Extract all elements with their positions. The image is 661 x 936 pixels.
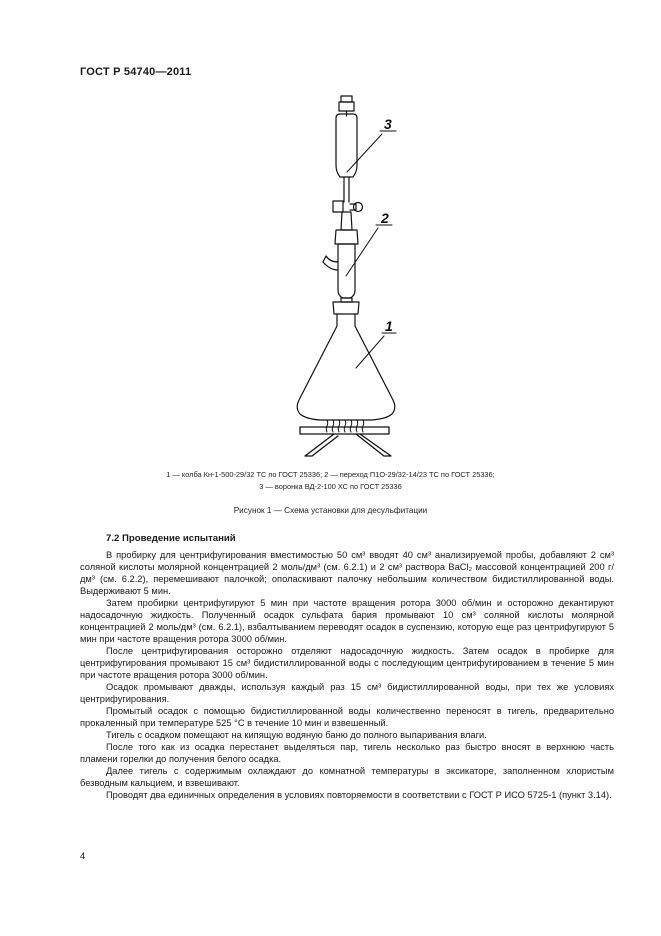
paragraph: Тигель с осадком помещают на кипящую водяную баню до полного выпаривания влаги. [106, 730, 487, 740]
figure-legend-line-2: 3 — воронка ВД-2-100 ХС по ГОСТ 25336 [259, 482, 402, 491]
paragraph: Далее тигель с содержимым охлаждают до комнатной температуры в эксикаторе, заполненном хлористым безводным кальцием, и взвешивают. [80, 766, 614, 788]
document-header: ГОСТ Р 54740—2011 [80, 66, 192, 78]
page-number: 4 [80, 850, 86, 861]
paragraph: В пробирку для центрифугирования вместимостью 50 см³ вводят 40 см³ анализируемой пробы, добавляют 2 см³ соляной кислоты молярной концентрацией 2 моль/дм³ (см. 6.2.1) и 2 см³ раствора BaCl₂ массовой концентрацией 200 г/дм³ (см. 6.2.2), перемешивают палочкой; ополаскивают палочку небольшим количеством бидистиллированной воды. Выдерживают 5 мин. [80, 550, 614, 596]
stand [300, 427, 391, 456]
section-title: 7.2 Проведение испытаний [106, 533, 236, 544]
figure-legend-line-1: 1 — колба Кн-1-500-29/32 ТС по ГОСТ 25336; 2 — переход П1О-29/32-14/23 ТС по ГОСТ 25336; [166, 470, 495, 479]
paragraph: Проводят два единичных определения в условиях повторяемости в соответствии с ГОСТ Р ИСО 5725-1 (пункт 3.14). [106, 790, 612, 800]
section-body [80, 549, 614, 801]
paragraph: После центрифугирования осторожно отделяют надосадочную жидкость. Затем осадок в пробирке для центрифугирования промывают 15 см³ бидистиллированной воды с последующим центрифугированием в течение 5 мин при частоте вращения ротора 3000 об/мин. [80, 646, 614, 680]
paragraph: Промытый осадок с помощью бидистиллированной воды количественно переносят в тигель, предварительно прокаленный при температуре 525 °C в течение 10 мин и взвешенный. [80, 706, 614, 728]
label-2: 2 [381, 210, 389, 226]
label-1: 1 [385, 318, 393, 334]
paragraph: После того как из осадка перестанет выделяться пар, тигель несколько раз быстро вносят в верхнюю часть пламени горелки до получения белого осадка. [80, 742, 614, 764]
conical-flask [297, 302, 395, 420]
dropping-funnel [333, 96, 363, 230]
paragraph: Затем пробирки центрифугируют 5 мин при частоте вращения ротора 3000 об/мин и осторожно декантируют надосадочную жидкость. Полученный осадок сульфата бария промывают 10 см³ соляной кислоты молярной концентрацией 2 моль/дм³ (см. 6.2.1), взбалтыванием переводят осадок в суспензию, которую еще раз центрифугируют 5 мин при частоте вращения ротора 3000 об/мин. [80, 598, 614, 644]
figure-caption: Рисунок 1 — Схема установки для десульфитации [233, 506, 428, 515]
label-3: 3 [384, 116, 392, 132]
paragraph: Осадок промывают дважды, используя каждый раз 15 см³ бидистиллированной воды, при тех же условиях центрифугирования. [80, 682, 614, 704]
heater-coils [326, 420, 364, 432]
